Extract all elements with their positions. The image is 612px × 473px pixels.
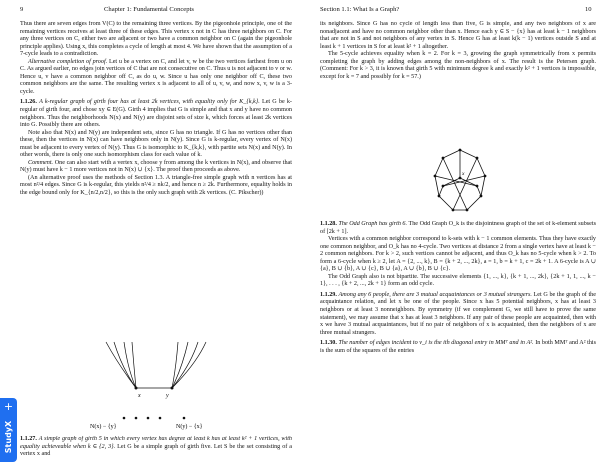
exercise-statement: Among any 6 people, there are 3 mutual acquaintances or 3 mutual strangers.	[338, 291, 532, 298]
exercise	[320, 340, 596, 355]
left-body-text	[20, 21, 292, 321]
right-body-text	[320, 21, 596, 141]
exercise-solution: Let G be a simple graph of girth five. Let S be the set consisting of a vertex x and	[20, 443, 292, 458]
exercise-solution: Let G be k-regular of girth four, and chose xy ∈ E(G). Girth 4 implies that G is simple and that x and y have no common neighbors. Thus the neighborhoods N(x) and N(y) are disjoint sets of size k, which forces at least 2k vertices into G. Possibly there are others.	[20, 99, 292, 129]
petersen-figure	[429, 146, 491, 216]
exercise-solution: The Odd Graph O_k is the disjointness graph of the set of k-element subsets of [2k + 1].	[320, 221, 596, 235]
exercise-number: 1.1.30.	[320, 340, 337, 347]
right-page-number: 10	[585, 6, 592, 13]
paragraph-lead: Comment.	[28, 159, 54, 166]
paragraph: Thus there are seven edges from V(C) to the remaining three vertices. By the pigeonhole principle, one of the remaining vertices receives at least three of these edges. This vertex x not in C has three neighbors on C. For any three vertices on C, either two are adjacent or two have a common neighbor on C (again the pigeonhole principle applies). Using x, this completes a cycle of length at most 4. We have shown that the assumption of a 7-cycle leads to a contradiction.	[20, 21, 292, 58]
exercise-number: 1.1.26.	[20, 99, 37, 106]
section-header: Section 1.1: What Is a Graph?	[320, 6, 400, 13]
exercise-statement: A k-regular graph of girth four has at least 2k vertices, with equality only for K_{k,k}.	[39, 99, 260, 106]
exercise-statement: The Odd Graph has girth 6.	[338, 221, 408, 227]
exercise-number: 1.1.29.	[320, 291, 337, 298]
right-page	[306, 0, 612, 473]
exercise	[320, 221, 596, 236]
exercise	[320, 292, 596, 337]
exercise-number: 1.1.28.	[320, 221, 337, 227]
paragraph-text: Let u be a vertex on C, and let v, w be the two vertices farthest from u on C. As argued earlier, no edges join vertices of C that are not consecutive on C. Thus u is not adjacent to v or w. Hence u, v have a common neighbor off C, as do u, w. Since u has only one neighbor off C, these two common neighbors are the same. The resulting vertex x is adjacent to all of u, v, w, and now x, v, w is a 3-cycle.	[20, 58, 292, 95]
exercise-statement: A simple graph of girth 5 in which every vertex has degree at least k has at least k² + 1 vertices, with equality achieveable when k ∈ {2, 3}.	[20, 436, 292, 450]
figure-label-nx: N(x) − {y}	[90, 424, 117, 430]
plus-icon: +	[3, 400, 14, 413]
bipartite-figure	[84, 334, 224, 432]
exercise-solution: Let G be the graph of the acquaintance relation, and let x be one of the people. Since x has 5 potential neighbors, x has at least 3 neighbors or at least 3 nonneighbors. By symmetry (if we complement G, we still have to prove the same statement), we may assume that x has at least 3 neighbors. If any pair of these people are acquainted, then with x we have 3 mutual acquaintances, but if no pair of neighbors of x is acquainted, then the neighbors of x are three mutual strangers.	[320, 291, 596, 336]
paragraph-text: One can also start with a vertex x, choose y from among the k vertices in N(x), and observe that N(y) must have k − 1 more vertices not in N(x) ∪ {x}. The proof then proceeds as above.	[20, 159, 292, 174]
right-bottom-text	[320, 221, 596, 471]
paragraph: (An alternative proof uses the methods of Section 1.3. A triangle-free simple graph with n vertices has at most n²/4 edges. Since G is k-regular, this yields n²/4 ≥ nk/2, and hence n ≥ 2k. Furthermore, equality holds in the edge bound only for K_{n/2,n/2}, so this is the only such graph with 2k vertices. (C. Pikscher))	[20, 174, 292, 197]
studyx-label: StudyX	[4, 420, 13, 454]
paragraph: The 5-cycle achieves equality when k = 2. For k = 3, growing the graph symmetrically from x permits completing the graph by adding edges among the non-neighbors of x. The result is the Petersen graph. (Comment: For k > 3, it is known that girth 5 with minimum degree k and exactly k² + 1 vertices is impossible, except for k = 7 and possibly for k = 57.)	[320, 51, 596, 80]
paragraph	[20, 160, 292, 175]
exercise-solution: In both MMᵀ and A² this is the sum of the squares of the entries	[320, 340, 596, 354]
paragraph: its neighbors. Since G has no cycle of length less than five, G is simple, and any two neighbors of x are nonadjacent and have no common neighbor other than x. Hence each y ∈ S − {x} has at least k − 1 neighbors that are not in S and not neighbors of any vertex in S. Hence G has at least k(k − 1) vertices outside S and at least k + 1 vertices in S for at least k² + 1 altogether.	[320, 21, 596, 50]
figure-label-y: y	[166, 393, 169, 399]
chapter-header: Chapter 1: Fundamental Concepts	[104, 6, 194, 13]
exercise	[20, 436, 292, 459]
exercise-statement: The number of edges incident to v_i is the ith diagonal entry in MMᵀ and in A².	[338, 340, 534, 347]
paragraph: Note also that N(x) and N(y) are independent sets, since G has no triangle. If G has no vertices other than these, then the vertices in N(x) can have neighbors only in N(y). Since G is k-regular, every vertex of N(x) must be adjacent to every vertex of N(y). Thus G is isomorphic to K_{k,k}, with partite sets N(x) and N(y). In other words, there is only one such isomorphism class for each value of k.	[20, 129, 292, 159]
exercise	[20, 99, 292, 129]
figure-label-ny: N(y) − {x}	[176, 424, 203, 430]
left-bottom-text	[20, 436, 292, 469]
paragraph: The Odd Graph also is not bipartite. The successive elements {1, ..., k}, {k + 1, ..., 2k}, {2k + 1, 1, ..., k − 1}, . . . , {k + 2, ..., 2k + 1} form an odd cycle.	[320, 273, 596, 288]
paragraph	[20, 59, 292, 97]
paragraph-lead: Alternative completion of proof.	[28, 58, 108, 65]
figure-label-x: x	[138, 393, 141, 399]
paragraph: Vertices with a common neighbor correspond to k-sets with k − 1 common elements. Thus they have exactly one common neighbor, and O_k has no 4-cycle. Two vertices at distance 2 from a single vertex have at least k − 2 common neighbors. For k > 2, such vertices cannot be adjacent, and thus O_k has no 5-cycle when k > 2. To form a 6-cycle when k ≥ 2, let A = {2, ..., k}, B = {k + 2, ..., 2k}, a = 1, b = k + 1, c = 2k + 1. A 6-cycle is A ∪ {a}, B ∪ {b}, A ∪ {c}, B ∪ {a}, A ∪ {b}, B ∪ {c}.	[320, 236, 596, 273]
left-page-number: 9	[20, 6, 24, 13]
exercise-number: 1.1.27.	[20, 436, 37, 442]
studyx-badge[interactable]	[0, 398, 17, 462]
figure-label-x: x	[462, 171, 465, 177]
